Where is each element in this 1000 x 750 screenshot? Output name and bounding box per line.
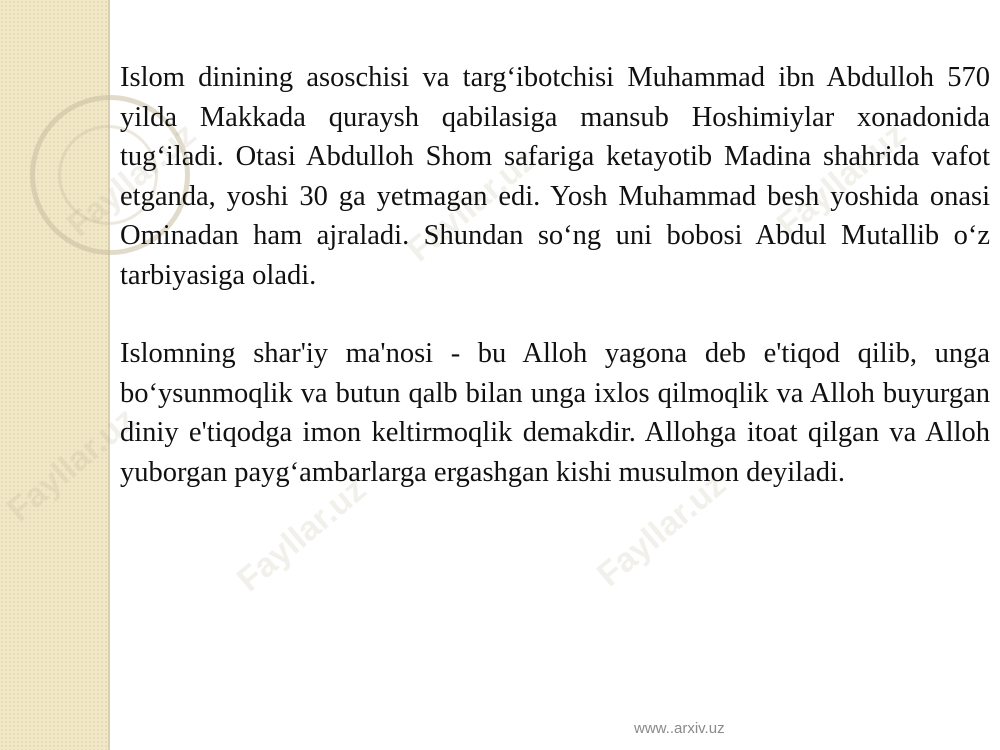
watermark: Fayllar.uz: [770, 115, 914, 245]
watermark: Fayllar.uz: [230, 470, 374, 600]
paragraph-1: Islom dinining asoschisi va targ‘ibotchisi Muhammad ibn Abdulloh 570 yilda Makkada quraysh qabilasiga mansub Hoshimiylar xonadonida tug‘iladi. Otasi Abdulloh Shom safariga ketayotib Madina shahrida vafot etganda, yoshi 30 ga yetmagan edi. Yosh Muhammad besh yoshida onasi Ominadan ham ajraladi. Shundan so‘ng uni bobosi Abdul Mutallib o‘z tarbiyasiga oladi.: [120, 62, 990, 291]
watermark: Fayllar.uz: [590, 465, 734, 595]
watermark: Fayllar.uz: [60, 115, 204, 245]
paragraph-2: Islomning shar'iy ma'nosi - bu Alloh yagona deb e'tiqod qilib, unga bo‘ysunmoqlik va butun qalb bilan unga ixlos qilmoqlik va Alloh buyurgan diniy e'tiqodga imon keltirmoqlik demakdir. Allohga itoat qilgan va Alloh yuborgan payg‘ambarlarga ergashgan kishi musulmon deyiladi.: [120, 338, 990, 488]
watermark: Fayllar.uz: [400, 140, 544, 270]
footer-url: www..arxiv.uz: [634, 720, 725, 737]
slide-body: [120, 58, 990, 492]
